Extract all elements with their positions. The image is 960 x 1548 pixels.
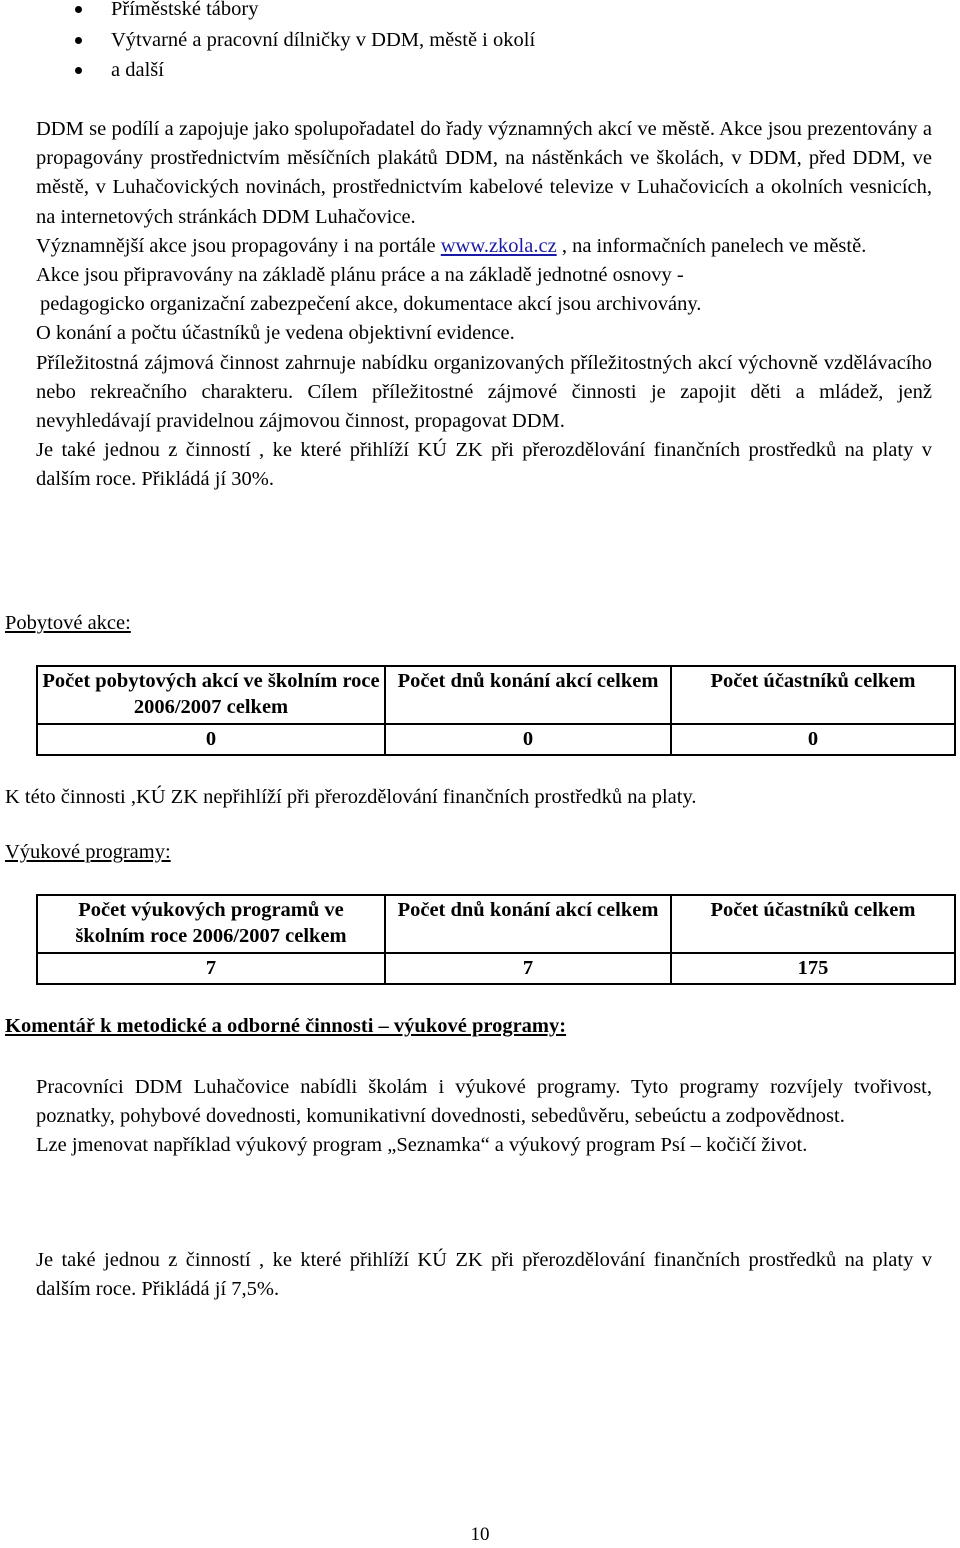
section-title-komentar: Komentář k metodické a odborné činnosti – výukové programy: <box>5 1015 567 1037</box>
komentar-closing <box>36 1246 932 1304</box>
list-item <box>0 25 960 56</box>
table-header-cell: Počet účastníků celkem <box>671 666 955 724</box>
table-header-cell: Počet pobytových akcí ve školním roce 2006/2007 celkem <box>37 666 385 724</box>
pobytove-note: K této činnosti ,KÚ ZK nepřihlíží při přerozdělování finančních prostředků na platy. <box>5 786 697 808</box>
table-header-cell: Počet dnů konání akcí celkem <box>385 895 671 953</box>
paragraph <box>36 232 932 261</box>
table-header-cell: Počet výukových programů ve školním roce 2006/2007 celkem <box>37 895 385 953</box>
portal-link[interactable]: www.zkola.cz <box>440 234 557 257</box>
section-title-vyukove: Výukové programy: <box>5 841 171 863</box>
paragraph: Akce jsou připravovány na základě plánu práce a na základě jednotné osnovy - <box>36 264 684 287</box>
table-cell: 7 <box>37 953 385 984</box>
table-cell: 175 <box>671 953 955 984</box>
table-header-row <box>37 895 955 953</box>
bullet-icon <box>75 37 82 44</box>
table-row <box>37 953 955 984</box>
page-number: 10 <box>470 1524 490 1545</box>
list-item-text: a další <box>111 59 164 81</box>
table-cell: 0 <box>37 724 385 755</box>
pobytove-table <box>36 665 956 756</box>
paragraph: Pracovníci DDM Luhačovice nabídli školám i výukové programy. Tyto programy rozvíjely tvořivost, poznatky, pohybové dovednosti, komunikativní dovednosti, sebedůvěru, sebeúctu a zodpovědnost. <box>36 1076 932 1128</box>
paragraph-text: , na informačních panelech ve městě. <box>556 234 867 257</box>
paragraph: Příležitostná zájmová činnost zahrnuje nabídku organizovaných příležitostných akcí výchovně vzdělávacího nebo rekreačního charakteru. Cílem příležitostné zájmové činnosti je zapojit děti a mládež, jenž nevyhledávají pravidelnou zájmovou činnost, propagovat DDM. <box>36 351 932 433</box>
table-cell: 0 <box>671 724 955 755</box>
bullet-icon <box>75 67 82 74</box>
table-cell: 0 <box>385 724 671 755</box>
paragraph: Je také jednou z činností , ke které přihlíží KÚ ZK při přerozdělování finančních prostředků na platy v dalším roce. Přikládá jí 30%. <box>36 439 932 491</box>
paragraph: O konání a počtu účastníků je vedena objektivní evidence. <box>36 322 515 345</box>
paragraph-text: Významnější akce jsou propagovány i na portále <box>36 234 441 257</box>
paragraph: Je také jednou z činností , ke které přihlíží KÚ ZK při přerozdělování finančních prostředků na platy v dalším roce. Přikládá jí 7,5%. <box>36 1249 932 1301</box>
table-cell: 7 <box>385 953 671 984</box>
table-row <box>37 724 955 755</box>
section-title-pobytove: Pobytové akce: <box>5 612 131 634</box>
table-header-cell: Počet dnů konání akcí celkem <box>385 666 671 724</box>
list-item <box>0 0 960 25</box>
paragraph: Lze jmenovat například výukový program „Seznamka“ a výukový program Psí – kočičí život. <box>36 1134 808 1157</box>
table-header-cell: Počet účastníků celkem <box>671 895 955 953</box>
paragraph: DDM se podílí a zapojuje jako spolupořadatel do řady významných akcí ve městě. Akce jsou prezentovány a propagovány prostřednictvím měsíčních plakátů DDM, na nástěnkách ve školách, v DDM, před DDM, ve městě, v Luhačovických novinách, prostřednictvím kabelové televize v Luhačovicích a okolních vesnicích, na internetových stránkách DDM Luhačovice. <box>36 118 932 228</box>
paragraph: pedagogicko organizační zabezpečení akce, dokumentace akcí jsou archivovány. <box>40 293 702 316</box>
list-item <box>0 55 960 86</box>
table-header-row <box>37 666 955 724</box>
list-item-text: Výtvarné a pracovní dílničky v DDM, městě i okolí <box>111 28 536 51</box>
list-item-text: Příměstské tábory <box>111 0 259 20</box>
komentar-section <box>36 1073 932 1161</box>
vyukove-table <box>36 894 956 985</box>
intro-section <box>36 115 932 495</box>
bullet-list <box>0 0 960 86</box>
bullet-icon <box>75 6 82 13</box>
